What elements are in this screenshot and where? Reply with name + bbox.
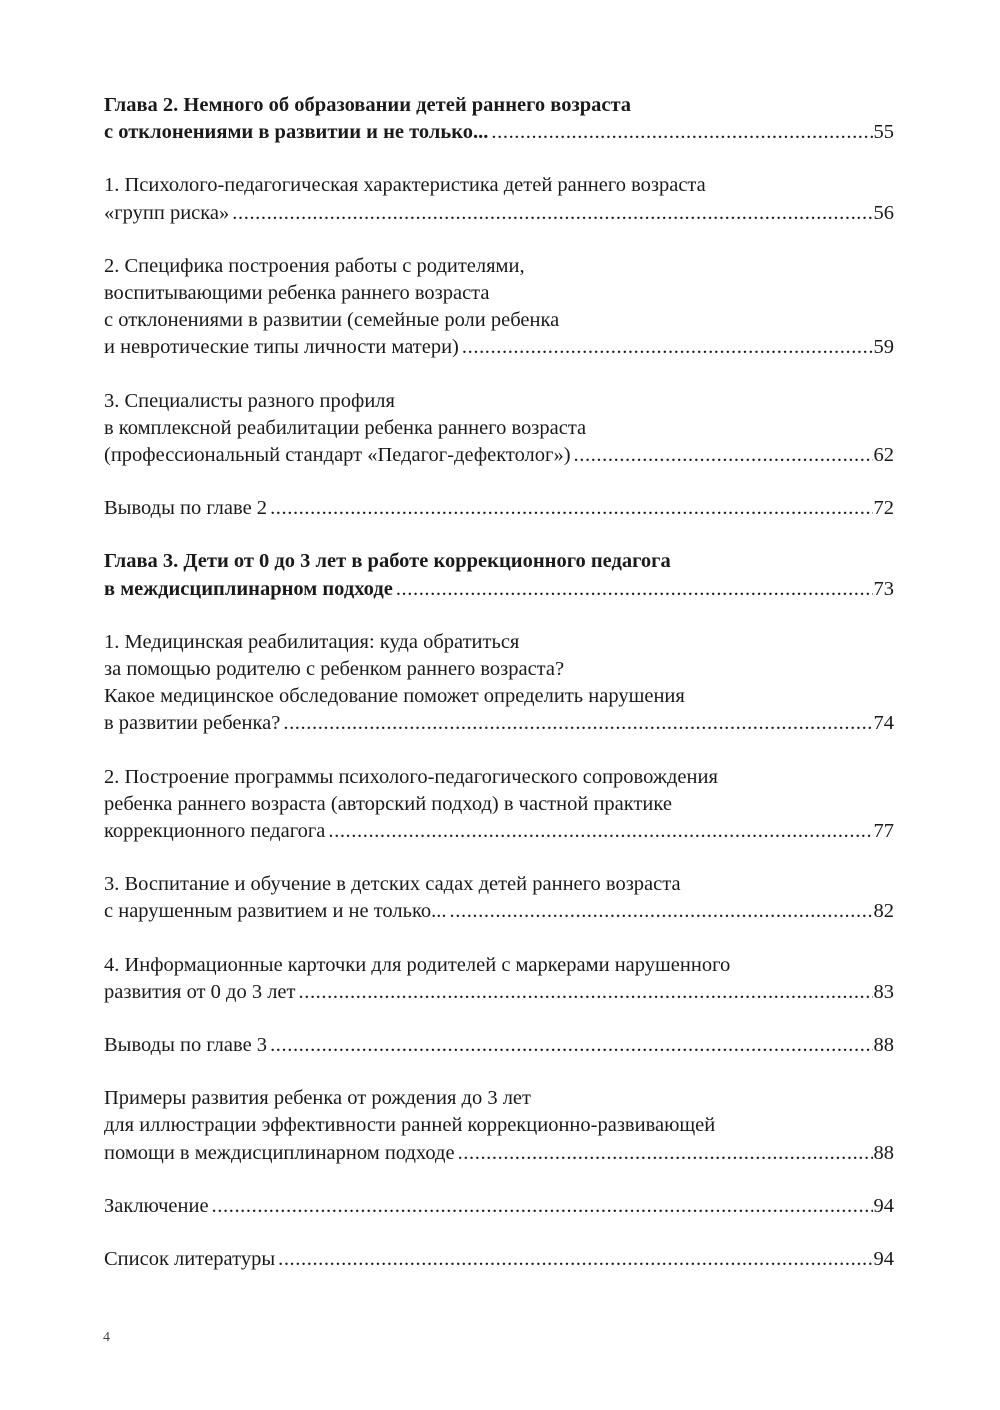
toc-page-number: 72 (873, 497, 894, 520)
toc-entry-last-line (104, 1246, 894, 1273)
toc-entry-conclusion[interactable] (104, 1193, 894, 1220)
toc-entry-line: Какое медицинское обследование поможет определить нарушения (104, 685, 685, 708)
toc-entry-last-line (104, 334, 894, 361)
toc-entry-line: 3. Воспитание и обучение в детских садах детей раннего возраста (104, 873, 681, 896)
toc-entry-section-3-1[interactable] (104, 629, 894, 738)
toc-entry-text: развития от 0 до 3 лет (104, 980, 296, 1003)
toc-page-number: 82 (873, 900, 894, 923)
dot-leader (450, 898, 873, 925)
toc-entry-section-3-3[interactable] (104, 871, 894, 925)
toc-entry-line: 1. Медицинская реабилитация: куда обратиться (104, 630, 520, 653)
toc-entry-section-2-2[interactable] (104, 253, 894, 362)
toc-entry-text: в междисциплинарном подходе (104, 577, 393, 600)
toc-entry-line: для иллюстрации эффективности ранней коррекционно-развивающей (104, 1114, 716, 1137)
toc-entry-line: 2. Специфика построения работы с родителями, (104, 254, 525, 277)
dot-leader (283, 710, 872, 737)
toc-entry-last-line (104, 818, 894, 845)
toc-entry-text: и невротические типы личности матери) (104, 336, 459, 359)
dot-leader (232, 200, 872, 227)
dot-leader (458, 1140, 873, 1167)
toc-entry-line: с отклонениями в развитии (семейные роли ребенка (104, 309, 560, 332)
toc-page-number: 73 (873, 577, 894, 600)
toc-entry-section-2-3[interactable] (104, 388, 894, 470)
toc-entry-line: воспитывающими ребенка раннего возраста (104, 282, 490, 305)
toc-page-number: 56 (873, 201, 894, 224)
toc-page-number: 77 (873, 820, 894, 843)
toc-entry-text: Выводы по главе 2 (104, 497, 268, 520)
dot-leader (574, 442, 873, 469)
toc-entry-line: Глава 2. Немного об образовании детей раннего возраста (104, 94, 632, 116)
toc-entry-last-line (104, 119, 894, 146)
dot-leader (270, 1032, 872, 1059)
toc-page-number: 74 (873, 712, 894, 735)
dot-leader (212, 1193, 873, 1220)
toc-page-number: 88 (873, 1034, 894, 1057)
dot-leader (270, 495, 872, 522)
page-number: 4 (103, 1330, 110, 1345)
toc-entry-last-line (104, 1140, 894, 1167)
dot-leader (491, 119, 872, 146)
toc-entry-last-line (104, 979, 894, 1006)
toc-page-number: 62 (873, 444, 894, 467)
toc-entry-line: Примеры развития ребенка от рождения до 3 лет (104, 1087, 531, 1110)
toc-entry-section-2-1[interactable] (104, 172, 894, 226)
toc-entry-chapter-3[interactable] (104, 548, 894, 602)
toc-entry-last-line (104, 495, 894, 522)
toc-entry-section-3-2[interactable] (104, 764, 894, 846)
toc-page-number: 88 (873, 1141, 894, 1164)
dot-leader (328, 818, 872, 845)
toc-entry-line: в комплексной реабилитации ребенка раннего возраста (104, 416, 587, 439)
toc-entry-last-line (104, 442, 894, 469)
toc-entry-last-line (104, 1193, 894, 1220)
toc-page-number: 94 (873, 1248, 894, 1271)
toc-page-number: 55 (873, 121, 894, 144)
dot-leader (462, 334, 873, 361)
toc-entry-line: Глава 3. Дети от 0 до 3 лет в работе коррекционного педагога (104, 550, 671, 573)
toc-entry-line: 1. Психолого-педагогическая характеристика детей раннего возраста (104, 174, 706, 197)
table-of-contents (104, 92, 894, 1273)
toc-entry-line: 2. Построение программы психолого-педагогического сопровождения (104, 765, 718, 788)
dot-leader (396, 576, 873, 603)
toc-entry-chapter-2[interactable] (104, 92, 894, 146)
toc-entry-last-line (104, 710, 894, 737)
toc-entry-text: помощи в междисциплинарном подходе (104, 1141, 455, 1164)
toc-entry-text: с нарушенным развитием и не только... (104, 900, 447, 923)
toc-entry-last-line (104, 200, 894, 227)
toc-entry-line: ребенка раннего возраста (авторский подход) в частной практике (104, 792, 672, 815)
toc-entry-text: «групп риска» (104, 201, 230, 224)
dot-leader (278, 1246, 872, 1273)
toc-page-number: 59 (873, 336, 894, 359)
toc-entry-line: 4. Информационные карточки для родителей с маркерами нарушенного (104, 953, 731, 976)
toc-entry-last-line (104, 1032, 894, 1059)
toc-entry-text: коррекционного педагога (104, 820, 326, 843)
toc-entry-conclusions-2[interactable] (104, 495, 894, 522)
toc-entry-last-line (104, 576, 894, 603)
toc-entry-text: с отклонениями в развитии и не только... (104, 121, 489, 144)
toc-entry-line: за помощью родителю с ребенком раннего возраста? (104, 658, 565, 681)
toc-page-number: 83 (873, 980, 894, 1003)
dot-leader (299, 979, 873, 1006)
toc-entry-text: Список литературы (104, 1248, 276, 1271)
toc-entry-line: 3. Специалисты разного профиля (104, 389, 395, 412)
toc-entry-conclusions-3[interactable] (104, 1032, 894, 1059)
toc-entry-text: (профессиональный стандарт «Педагог-дефектолог») (104, 444, 571, 467)
toc-entry-text: в развитии ребенка? (104, 712, 281, 735)
toc-entry-text: Заключение (104, 1194, 209, 1217)
toc-page-number: 94 (873, 1194, 894, 1217)
toc-entry-references[interactable] (104, 1246, 894, 1273)
toc-entry-last-line (104, 898, 894, 925)
toc-entry-examples[interactable] (104, 1085, 894, 1167)
toc-entry-section-3-4[interactable] (104, 952, 894, 1006)
toc-entry-text: Выводы по главе 3 (104, 1034, 268, 1057)
